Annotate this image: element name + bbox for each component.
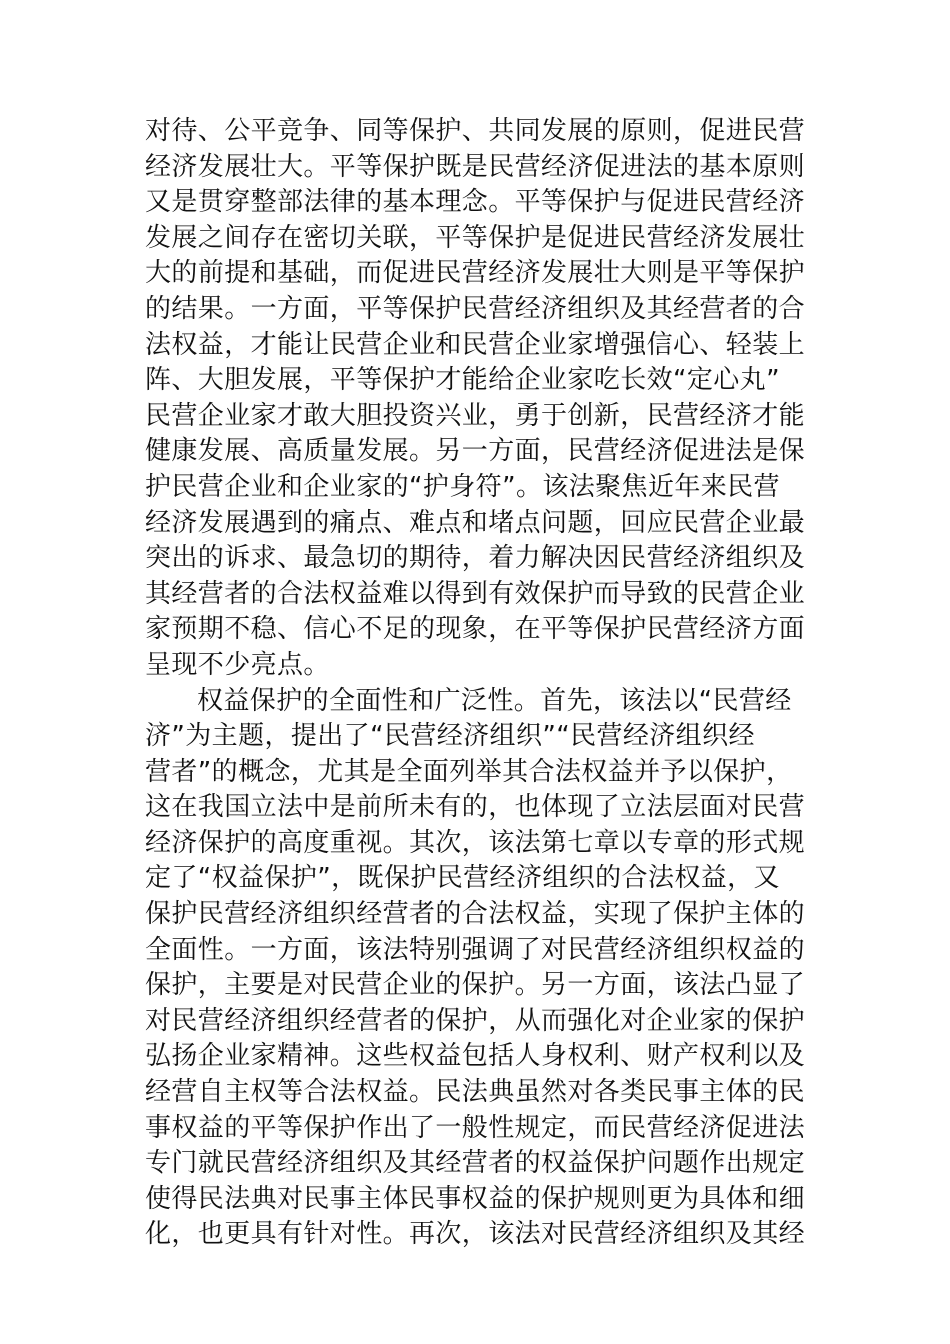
text-line: 呈现不少亮点。 <box>145 649 330 680</box>
text-line: 护民营企业和企业家的“护身符”。该法聚焦近年来民营 <box>145 471 780 502</box>
text-line: 营者”的概念，尤其是全面列举其合法权益并予以保护， <box>145 756 793 787</box>
text-line: 经济发展壮大。平等保护既是民营经济促进法的基本原则 <box>145 151 806 182</box>
text-line: 民营企业家才敢大胆投资兴业，勇于创新，民营经济才能 <box>145 400 806 431</box>
text-line: 其经营者的合法权益难以得到有效保护而导致的民营企业 <box>145 578 806 609</box>
text-line: 事权益的平等保护作出了一般性规定，而民营经济促进法 <box>145 1112 806 1143</box>
text-line: 大的前提和基础，而促进民营经济发展壮大则是平等保护 <box>145 258 806 289</box>
text-line: 弘扬企业家精神。这些权益包括人身权利、财产权利以及 <box>145 1041 806 1072</box>
text-line: 突出的诉求、最急切的期待，着力解决因民营经济组织及 <box>145 543 806 574</box>
text-line: 经营自主权等合法权益。民法典虽然对各类民事主体的民 <box>145 1077 806 1108</box>
text-line: 对待、公平竞争、同等保护、共同发展的原则，促进民营 <box>145 116 806 146</box>
paragraph-heading-line: 权益保护的全面性和广泛性。首先，该法以“民营经 <box>197 685 792 716</box>
text-line: 对民营经济组织经营者的保护，从而强化对企业家的保护 <box>145 1005 806 1036</box>
text-line: 经济保护的高度重视。其次，该法第七章以专章的形式规 <box>145 827 806 858</box>
text-line: 家预期不稳、信心不足的现象，在平等保护民营经济方面 <box>145 614 806 645</box>
text-line: 的结果。一方面，平等保护民营经济组织及其经营者的合 <box>145 293 806 324</box>
body-text <box>145 114 810 1253</box>
text-line: 法权益，才能让民营企业和民营企业家增强信心、轻装上 <box>145 329 806 360</box>
text-line: 化，也更具有针对性。再次，该法对民营经济组织及其经 <box>145 1219 806 1250</box>
text-line: 济”为主题，提出了“民营经济组织”“民营经济组织经 <box>145 721 755 752</box>
text-line: 健康发展、高质量发展。另一方面，民营经济促进法是保 <box>145 436 806 467</box>
text-line: 经济发展遇到的痛点、难点和堵点问题，回应民营企业最 <box>145 507 806 538</box>
text-line: 全面性。一方面，该法特别强调了对民营经济组织权益的 <box>145 934 806 965</box>
text-line: 又是贯穿整部法律的基本理念。平等保护与促进民营经济 <box>145 187 806 218</box>
text-line: 发展之间存在密切关联，平等保护是促进民营经济发展壮 <box>145 222 806 253</box>
text-line: 定了“权益保护”，既保护民营经济组织的合法权益，又 <box>145 863 780 894</box>
text-line: 保护民营经济组织经营者的合法权益，实现了保护主体的 <box>145 899 806 930</box>
text-line: 保护，主要是对民营企业的保护。另一方面，该法凸显了 <box>145 970 806 1001</box>
text-line: 专门就民营经济组织及其经营者的权益保护问题作出规定 <box>145 1148 806 1179</box>
text-line: 使得民法典对民事主体民事权益的保护规则更为具体和细 <box>145 1183 806 1214</box>
text-line: 这在我国立法中是前所未有的，也体现了立法层面对民营 <box>145 792 806 823</box>
text-line: 阵、大胆发展，平等保护才能给企业家吃长效“定心丸” <box>145 365 780 396</box>
